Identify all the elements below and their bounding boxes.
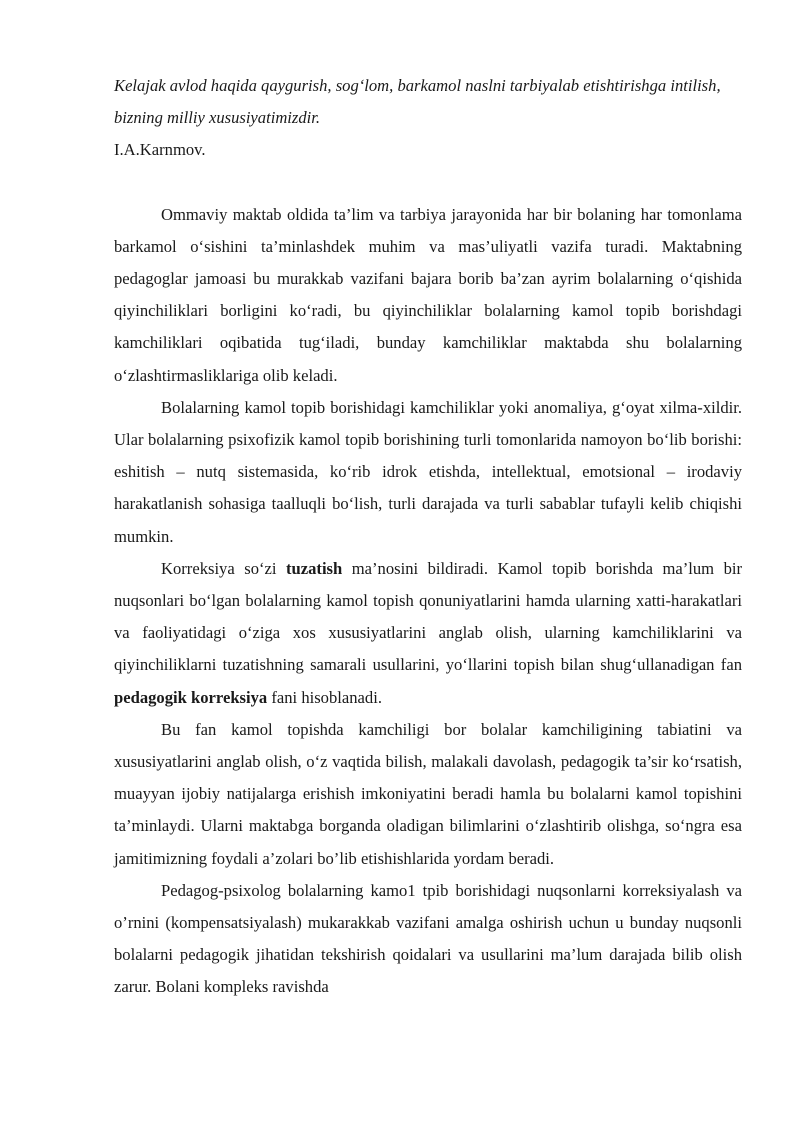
paragraph-1: Ommaviy maktab oldida ta’lim va tarbiya jarayonida har bir bolaning har tomonlama barkamol o‘sishini ta’minlashdek muhim va mas’uliyatli vazifa turadi. Maktabning pedagoglar jamoasi bu murakkab vazifani bajara borib ba’zan ayrim bolalarning o‘qishida qiyinchiliklari borligini ko‘radi, bu qiyinchiliklar bolalarning kamol topib borishdagi kamchiliklari oqibatida tug‘iladi, bunday kamchiliklar maktabda shu bolalarning o‘zlashtirmasliklariga olib keladi. <box>114 204 742 385</box>
spacer <box>114 167 742 199</box>
paragraph-5: Pedagog-psixolog bolalarning kamo1 tpib borishidagi nuqsonlarni korreksiyalash va o’rnini (kompensatsiyalash) mukarakkab vazifani amalga oshirish uchun u bunday nuqsonli bolalarni pedagogik jihatidan tekshirish qoidalari va usullarini ma’lum darajada bilib olish zarur. Bolani kompleks ravishda <box>114 880 742 997</box>
paragraph-3-text-c: fani hisoblanadi. <box>267 687 382 707</box>
epigraph-quote: Kelajak avlod haqida qaygurish, sog‘lom, barkamol naslni tarbiyalab etishtirishga intilish, bizning milliy xususiyatimizdir. <box>114 76 721 128</box>
epigraph-author: I.A.Karnmov. <box>114 140 206 160</box>
paragraph-3-text-b: ma’nosini bildiradi. Kamol topib borishda ma’lum bir nuqsonlari bo‘lgan bolalarning kamol topish qonuniyatlarini hamda ularning xatti-harakatlari va faoliyatidagi o‘ziga xos xususiyatlarini anglab olish, ularning kamchiliklarini va qiyinchiliklarni tuzatishning samarali usullarini, yo‘llarini topish bilan shug‘ullanadigan fan <box>114 558 742 675</box>
paragraph-2: Bolalarning kamol topib borishidagi kamchiliklar yoki anomaliya, g‘oyat xilma-xildir. Ular bolalarning psixofizik kamol topib borishining turli tomonlarida namoyon bo‘lib borishi: eshitish – nutq sistemasida, ko‘rib idrok etishda, intellektual, emotsional – irodaviy harakatlanish sohasiga taalluqli bo‘lish, turli darajada va turli sabablar tufayli kelib chiqishi mumkin. <box>114 397 742 546</box>
term-tuzatish: tuzatish <box>286 558 343 578</box>
paragraph-4: Bu fan kamol topishda kamchiligi bor bolalar kamchiligining tabiatini va xususiyatlarini anglab olish, o‘z vaqtida bilish, malakali davolash, pedagogik ta’sir ko‘rsatish, muayyan ijobiy natijalarga erishish imkoniyatini beradi hamla bu bolalarni kamol topishini ta’minlaydi. Ularni maktabga borganda oladigan bilimlarini o‘zlashtirib olishga, so‘ngra esa jamitimizning foydali a’zolari bo’lib etishishlarida yordam beradi. <box>114 719 742 868</box>
paragraph-3-text-a: Korreksiya so‘zi <box>161 558 286 578</box>
document-page <box>114 70 742 1004</box>
paragraph-3 <box>114 553 742 714</box>
term-pedagogik-korreksiya: pedagogik korreksiya <box>114 687 268 707</box>
